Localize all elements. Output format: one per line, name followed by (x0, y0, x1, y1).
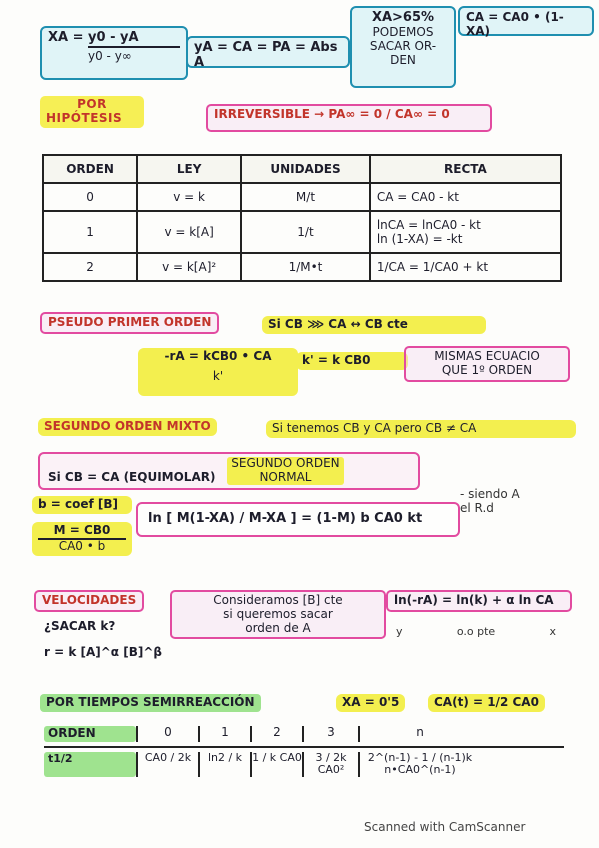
segundo-eq-text: ln [ M(1-XA) / M-XA ] = (1-M) b CA0 kt (148, 511, 423, 526)
cell-recta (370, 211, 561, 253)
velocidades-question (44, 620, 115, 634)
m-def-text: M = CB0 (53, 523, 111, 537)
segundo-condition-text: Si tenemos CB y CA pero CB ≠ CA (272, 421, 477, 435)
velocidades-text-3: orden de A (245, 620, 311, 635)
xa-denominator: y0 - y∞ (88, 46, 180, 64)
m-definition (32, 522, 132, 556)
velocidades-question-text: ¿SACAR k? (44, 619, 116, 633)
xa-definition-box (40, 26, 188, 80)
pseudo-condition (262, 316, 486, 334)
irreversible-box (206, 104, 492, 132)
velocidades-title (34, 590, 144, 612)
note-line-3: SACAR OR- (369, 38, 437, 53)
cell-recta (370, 253, 561, 281)
ya-formula: yA = CA = PA = Abs A (194, 40, 338, 70)
b-definition (32, 496, 132, 514)
pseudo-title (40, 312, 219, 334)
velocidades-text-2: si queremos sacar (223, 606, 333, 621)
pseudo-eq-den: k' (212, 368, 224, 383)
cell-orden: 2 (43, 253, 137, 281)
col-unidades: UNIDADES (241, 155, 370, 183)
velocidades-label-pte: o.o pte (456, 625, 496, 638)
table-row (43, 253, 561, 281)
pseudo-eq: -rA = kCB0 • CA (164, 349, 272, 363)
hypothesis-label (40, 96, 144, 128)
velocidades-text-1: Consideramos [B] cte (213, 593, 343, 607)
tiempos-ca-eq-text: CA(t) = 1/2 CA0 (434, 695, 539, 709)
velocidades-text-box (170, 590, 386, 639)
tiempos-cond (336, 694, 405, 712)
hypothesis-line-2: HIPÓTESIS (46, 110, 123, 125)
pseudo-kprime: k' = k CB0 (302, 353, 371, 367)
half-life-col-1: 1 (198, 726, 250, 742)
velocidades-label-y: y (396, 625, 403, 638)
half-life-header (44, 726, 564, 748)
velocidades-rate-text: r = k [A]^α [B]^β (44, 645, 162, 659)
table-header-row (43, 155, 561, 183)
half-life-table (44, 726, 564, 777)
cell-recta-line1: 1/CA = 1/CA0 + kt (376, 260, 489, 274)
cell-recta-line1: lnCA = lnCA0 - kt (376, 218, 481, 232)
segundo-normal-l1: SEGUNDO ORDEN (231, 456, 340, 470)
half-life-col-orden: ORDEN (44, 726, 136, 742)
half-life-val-0: CA0 / 2k (136, 752, 198, 777)
pseudo-title-text: PSEUDO PRIMER ORDEN (48, 315, 212, 329)
scanner-footer (364, 820, 525, 834)
pseudo-note-box (404, 346, 570, 382)
velocidades-label-x: x (549, 625, 556, 638)
pseudo-eq-box (138, 348, 298, 396)
half-life-col-0: 0 (136, 726, 198, 742)
cell-unidades: 1/M•t (241, 253, 370, 281)
half-life-val-n: 2^(n-1) - 1 / (n-1)k n•CA0^(n-1) (358, 752, 480, 777)
velocidades-labels (396, 626, 556, 639)
tiempos-title-text: POR TIEMPOS SEMIRREACCIÓN (46, 695, 255, 709)
cell-unidades: 1/t (241, 211, 370, 253)
segundo-equation (136, 502, 460, 537)
velocidades-rate (44, 646, 162, 660)
half-life-col-n: n (358, 726, 480, 742)
tiempos-ca-eq (428, 694, 545, 712)
segundo-title-text: SEGUNDO ORDEN MIXTO (44, 419, 211, 433)
cell-ley: v = k (137, 183, 241, 211)
tiempos-cond-text: XA = 0'5 (342, 695, 400, 709)
segundo-side-note-1: - siendo A (460, 487, 520, 501)
ca-formula: CA = CA0 • (1-XA) (466, 10, 564, 38)
segundo-normal (227, 457, 343, 485)
cell-recta-line2: ln (1-XA) = -kt (376, 232, 463, 246)
scanner-footer-text: Scanned with CamScanner (364, 820, 526, 834)
irreversible-text: IRREVERSIBLE → PA∞ = 0 / CA∞ = 0 (214, 107, 450, 121)
segundo-condition (266, 420, 576, 438)
ya-definition-box (186, 36, 350, 68)
note-line-1: XA>65% (371, 10, 435, 25)
segundo-line2 (38, 452, 420, 490)
cell-ley: v = k[A] (137, 211, 241, 253)
half-life-row (44, 748, 564, 777)
cell-recta (370, 183, 561, 211)
half-life-val-2: 1 / k CA0 (250, 752, 302, 777)
velocidades-title-text: VELOCIDADES (42, 593, 137, 607)
col-recta: RECTA (370, 155, 561, 183)
cell-unidades: M/t (241, 183, 370, 211)
segundo-side-note-2: el R.d (460, 500, 494, 515)
note-box (350, 6, 456, 88)
m-def-den: CA0 • b (38, 538, 126, 554)
segundo-normal-l2: NORMAL (259, 469, 312, 484)
note-line-2: PODEMOS (372, 24, 434, 39)
velocidades-eq: ln(-rA) = ln(k) + α ln CA (394, 593, 554, 607)
hypothesis-line-1: POR (77, 97, 107, 111)
cell-recta-line1: CA = CA0 - kt (376, 190, 459, 204)
rate-law-table (42, 154, 562, 282)
half-life-col-2: 2 (250, 726, 302, 742)
pseudo-kprime-box (296, 352, 408, 370)
ca-formula-box (458, 6, 594, 36)
table-row (43, 183, 561, 211)
segundo-side-note (460, 488, 570, 516)
cell-ley: v = k[A]² (137, 253, 241, 281)
pseudo-condition-text: Si CB ⋙ CA ↔ CB cte (268, 317, 408, 331)
xa-numerator: XA = y0 - yA (48, 30, 139, 45)
b-def-text: b = coef [B] (38, 497, 119, 511)
half-life-val-1: ln2 / k (198, 752, 250, 777)
col-orden: ORDEN (43, 155, 137, 183)
table-row (43, 211, 561, 253)
half-life-col-3: 3 (302, 726, 358, 742)
segundo-title (38, 418, 217, 436)
tiempos-title (40, 694, 261, 712)
half-life-val-3: 3 / 2k CA0² (302, 752, 358, 777)
pseudo-note-2: QUE 1º ORDEN (441, 362, 533, 377)
half-life-row-label: t1/2 (44, 752, 136, 777)
cell-orden: 0 (43, 183, 137, 211)
pseudo-note-1: MISMAS ECUACIO (434, 349, 540, 363)
col-ley: LEY (137, 155, 241, 183)
segundo-equimolar: Si CB = CA (EQUIMOLAR) (48, 469, 216, 484)
note-line-4: DEN (390, 52, 416, 67)
velocidades-eq-box (386, 590, 572, 612)
cell-orden: 1 (43, 211, 137, 253)
